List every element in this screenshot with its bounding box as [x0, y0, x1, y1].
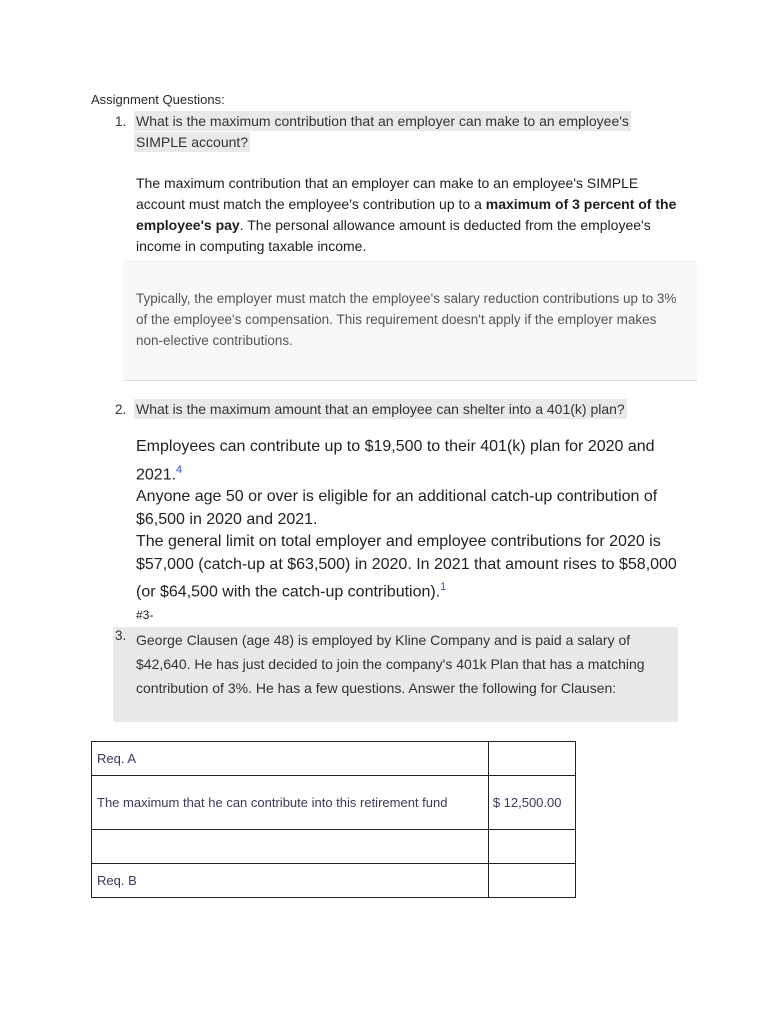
- question-1-line-2: SIMPLE account?: [136, 134, 249, 150]
- table-cell-label: Req. A: [92, 742, 489, 776]
- table-cell-label: [92, 830, 489, 864]
- section-marker: #3-: [136, 608, 154, 622]
- table-row: [92, 742, 576, 776]
- answer-2-para-2: Anyone age 50 or over is eligible for an additional catch-up contribution of $6,500 in 2020 and 2021.: [136, 488, 658, 528]
- answer-2-para-1: [136, 436, 686, 486]
- quote-block: [123, 260, 697, 381]
- assignment-heading: Assignment Questions:: [91, 92, 225, 107]
- answer-1: [136, 173, 681, 257]
- question-1-line-1: What is the maximum contribution that an employer can make to an employee's: [136, 113, 629, 129]
- question-number-2: 2.: [115, 402, 127, 417]
- table-cell-value: [488, 742, 575, 776]
- footnote-ref-1[interactable]: 1: [440, 581, 447, 594]
- table-row: [92, 830, 576, 864]
- answer-2-para-1-text: Employees can contribute up to $19,500 to their 401(k) plan for 2020 and 2021.: [136, 438, 655, 483]
- table-cell-value: [488, 864, 575, 898]
- question-3-box: [113, 627, 678, 722]
- table-row: [92, 864, 576, 898]
- table-cell-label: The maximum that he can contribute into this retirement fund: [92, 776, 489, 830]
- answer-2: [136, 436, 686, 604]
- answer-1-bold: maximum of 3 percent of the employee's pay: [136, 196, 677, 233]
- question-2-text: What is the maximum amount that an employee can shelter into a 401(k) plan?: [136, 401, 625, 417]
- footnote-ref-4[interactable]: 4: [176, 463, 183, 476]
- question-number-1: 1.: [115, 114, 127, 129]
- answer-2-para-3-text: The general limit on total employer and employee contributions for 2020 is $57,000 (catch-up at $63,500) in 2020. In 2021 that amount rises to $58,000 (or $64,500 with the catch-up contribution).: [136, 533, 677, 601]
- question-3-text: George Clausen (age 48) is employed by Kline Company and is paid a salary of $42,640. He has just decided to join the company's 401k Plan that has a matching contribution of 3%. He has a few questions. Answer the following for Clausen:: [136, 632, 645, 696]
- requirements-table: [91, 741, 576, 898]
- answer-2-para-3: [136, 531, 686, 604]
- table-row: [92, 776, 576, 830]
- table-cell-value: $ 12,500.00: [488, 776, 575, 830]
- question-number-3: 3.: [115, 628, 127, 643]
- answer-1-text-b: . The personal allowance amount is deducted from the employee's income in computing taxable income.: [136, 217, 651, 254]
- answer-1-text-a: The maximum contribution that an employer can make to an employee's SIMPLE account must match the employee's contribution up to a: [136, 175, 639, 212]
- quote-text: Typically, the employer must match the employee's salary reduction contributions up to 3% of the employee's compensation. This requirement doesn't apply if the employer makes non-elective contributions.: [136, 291, 677, 348]
- table-cell-value: [488, 830, 575, 864]
- table-cell-label: Req. B: [92, 864, 489, 898]
